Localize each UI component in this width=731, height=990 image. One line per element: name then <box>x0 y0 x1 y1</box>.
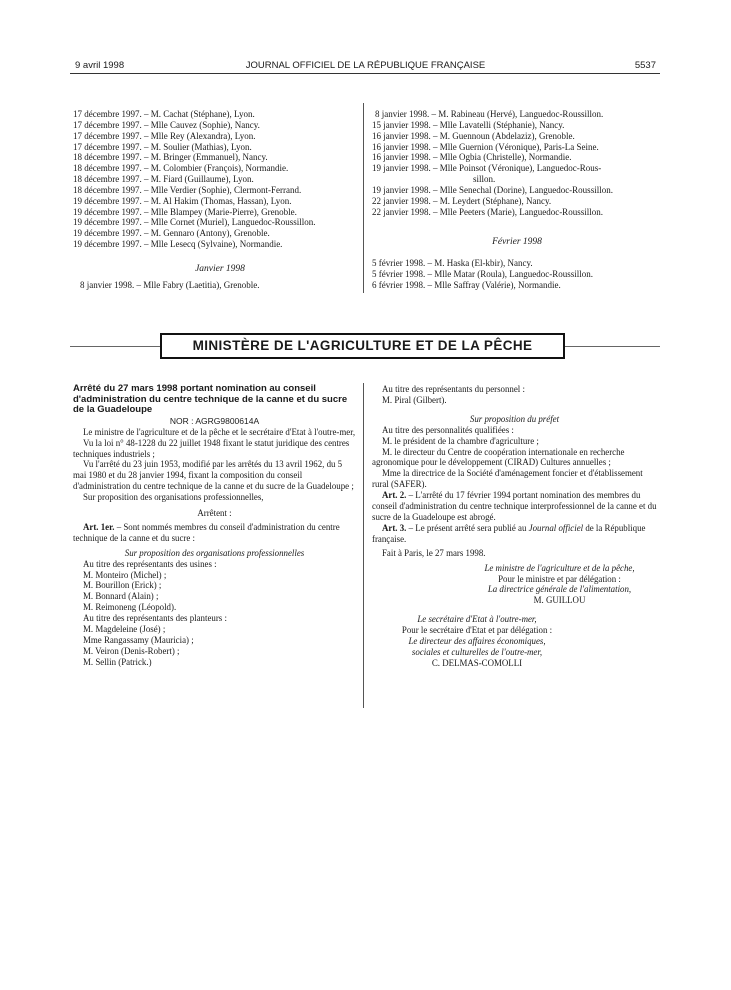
list-item: 19 janvier 1998. – Mlle Senechal (Dorine), Languedoc-Roussillon. <box>372 184 613 195</box>
list-item: 8 janvier 1998. – M. Rabineau (Hervé), Languedoc-Roussillon. <box>375 109 604 119</box>
list-item: M. Bourillon (Erick) ; <box>83 580 162 591</box>
list-item: M. Veiron (Denis-Robert) ; <box>83 645 180 656</box>
arrete-proposition: Sur proposition des organisations professionnelles, <box>83 492 264 503</box>
list-item: 15 janvier 1998. – Mlle Lavatelli (Stéphanie), Nancy. <box>372 119 565 130</box>
article-2-text: – L'arrêté du 17 février 1994 portant nomination des membres du conseil d'administration du centre technique interprofessionnel de la canne et du sucre de la Guadeloupe est abrogé. <box>372 490 657 522</box>
list-item: 19 décembre 1997. – Mlle Lesecq (Sylvaine), Normandie. <box>73 239 283 250</box>
signature-delegation: Pour le secrétaire d'Etat et par délégation : <box>401 625 553 636</box>
signature-role: Le ministre de l'agriculture et de la pêche, <box>484 562 635 573</box>
janvier-heading: Janvier 1998 <box>195 264 245 274</box>
signature-title: Le directeur des affaires économiques, <box>408 636 546 647</box>
article-1-text: – Sont nommés membres du conseil d'administration du centre technique de la canne et du sucre : <box>73 521 340 543</box>
list-item: 19 décembre 1997. – Mlle Blampey (Marie-Pierre), Grenoble. <box>73 206 297 217</box>
proposition-prefet-heading: Sur proposition du préfet <box>469 413 560 424</box>
list-item: M. le président de la chambre d'agriculture ; <box>382 435 539 446</box>
list-item: M. Piral (Gilbert). <box>382 394 447 405</box>
list-item: 5 février 1998. – M. Haska (El-kbir), Nancy. <box>372 258 533 268</box>
list-item: 6 février 1998. – Mlle Saffray (Valérie), Normandie. <box>372 279 561 290</box>
fevrier-list <box>372 258 593 291</box>
article-3-text-end: de la République française. <box>372 522 646 544</box>
signature-title: La directrice générale de l'alimentation, <box>487 584 632 595</box>
qualifiees-heading: Au titre des personnalités qualifiées : <box>382 424 514 435</box>
list-item: 16 janvier 1998. – Mlle Ogbia (Christelle), Normandie. <box>372 152 572 163</box>
list-item: 16 janvier 1998. – Mlle Guernion (Véronique), Paris-La Seine. <box>372 141 599 152</box>
arrete-right-column <box>372 384 657 669</box>
list-item: 5 février 1998. – Mlle Matar (Roula), Languedoc-Roussillon. <box>372 268 593 279</box>
fevrier-heading: Février 1998 <box>492 237 542 247</box>
list-item: 18 décembre 1997. – Mlle Verdier (Sophie), Clermont-Ferrand. <box>73 184 302 195</box>
list-item: 22 janvier 1998. – Mlle Peeters (Marie), Languedoc-Roussillon. <box>372 206 603 217</box>
list-item: 19 janvier 1998. – Mlle Poinsot (Véronique), Languedoc-Rous- <box>372 163 602 174</box>
nor-reference: NOR : AGRG9800614A <box>169 415 260 426</box>
column-separator <box>363 383 364 708</box>
arrete-preamble: Le ministre de l'agriculture et de la pêche et le secrétaire d'Etat à l'outre-mer, <box>83 426 356 437</box>
list-item: Mme la directrice de la Société d'aménagement foncier et d'établissement rural (SAFER). <box>372 468 643 490</box>
usines-heading: Au titre des représentants des usines : <box>83 558 217 569</box>
column-separator <box>363 103 364 293</box>
personnel-heading: Au titre des représentants du personnel : <box>382 384 525 394</box>
article-3-label: Art. 3. <box>382 522 407 533</box>
signature-ministre <box>372 563 657 607</box>
list-item: 17 décembre 1997. – Mlle Cauvez (Sophie), Nancy. <box>73 119 260 130</box>
list-item: 16 janvier 1998. – M. Guennoun (Abdelaziz), Grenoble. <box>372 130 575 141</box>
article-1-label: Art. 1er. <box>83 521 115 532</box>
arrete-title: Arrêté du 27 mars 1998 portant nomination au conseil d'administration du centre technique de la canne et du sucre de la Guadeloupe <box>73 383 348 416</box>
decembre-list <box>73 109 315 250</box>
list-item: sillon. <box>473 174 496 185</box>
header-date: 9 avril 1998 <box>75 60 125 71</box>
list-item: M. le directeur du Centre de coopération internationale en recherche agronomique pour le développement (CIRAD) Cultures annuelles ; <box>372 446 625 468</box>
list-item: 19 décembre 1997. – Mlle Cornet (Muriel), Languedoc-Roussillon. <box>73 217 316 228</box>
janvier-list <box>372 109 613 217</box>
janvier-left-item <box>80 280 259 291</box>
list-item: 17 décembre 1997. – Mlle Rey (Alexandra), Lyon. <box>73 130 256 141</box>
header-rule <box>70 73 660 74</box>
list-item: Mme Rangassamy (Mauricia) ; <box>83 635 194 645</box>
arrete-visa-arrete: Vu l'arrêté du 23 juin 1953, modifié par les arrêtés du 13 avril 1962, du 5 mai 1980 et du 28 janvier 1994, fixant la composition du conseil d'administration du centre technique de la canne et du sucre de la Guadeloupe ; <box>73 459 354 492</box>
article-2-label: Art. 2. <box>382 490 407 501</box>
list-item: 18 décembre 1997. – M. Fiard (Guillaume), Lyon. <box>73 174 254 185</box>
signature-title-cont: sociales et culturelles de l'outre-mer, <box>411 646 543 657</box>
signature-delegation: Pour le ministre et par délégation : <box>498 573 621 584</box>
signature-secretaire <box>372 614 582 669</box>
list-item: M. Monteiro (Michel) ; <box>83 569 167 580</box>
list-item: M. Sellin (Patrick.) <box>83 656 152 667</box>
arretent-heading: Arrêtent : <box>197 508 232 519</box>
proposition-organisations-heading: Sur proposition des organisations professionnelles <box>124 547 305 558</box>
list-item: 22 janvier 1998. – M. Leydert (Stéphane), Nancy. <box>372 195 552 206</box>
list-item: 19 décembre 1997. – M. Al Hakim (Thomas, Hassan), Lyon. <box>73 195 292 206</box>
signature-role: Le secrétaire d'Etat à l'outre-mer, <box>417 614 537 625</box>
arrete-visa-loi: Vu la loi n° 48-1228 du 22 juillet 1948 fixant le statut juridique des centres techniques industriels ; <box>73 437 350 459</box>
list-item: 8 janvier 1998. – Mlle Fabry (Laetitia), Grenoble. <box>80 280 260 290</box>
header-journal-title: JOURNAL OFFICIEL DE LA RÉPUBLIQUE FRANÇAISE <box>245 60 486 71</box>
list-item: 19 décembre 1997. – M. Gennaro (Antony), Grenoble. <box>73 228 270 239</box>
signature-name: C. DELMAS-COMOLLI <box>431 657 523 668</box>
planteurs-heading: Au titre des représentants des planteurs : <box>83 613 227 624</box>
list-item: 18 décembre 1997. – M. Bringer (Emmanuel), Nancy. <box>73 152 268 163</box>
journal-officiel-ref: Journal officiel <box>528 522 584 533</box>
list-item: 17 décembre 1997. – M. Cachat (Stéphane), Lyon. <box>73 109 255 119</box>
fait-a-paris: Fait à Paris, le 27 mars 1998. <box>382 547 486 558</box>
article-3-text: – Le présent arrêté sera publié au <box>406 522 529 533</box>
list-item: M. Reimoneng (Léopold). <box>83 602 177 613</box>
header-page-number: 5537 <box>634 60 656 71</box>
list-item: 17 décembre 1997. – M. Soulier (Mathias), Lyon. <box>73 141 252 152</box>
signature-name: M. GUILLOU <box>533 595 586 606</box>
ministry-banner: MINISTÈRE DE L'AGRICULTURE ET DE LA PÊCHE <box>160 333 565 359</box>
list-item: 18 décembre 1997. – M. Colombier (François), Normandie. <box>73 163 289 174</box>
arrete-left-column <box>73 384 356 668</box>
list-item: M. Magdeleine (José) ; <box>83 624 166 635</box>
list-item: M. Bonnard (Alain) ; <box>83 591 159 602</box>
